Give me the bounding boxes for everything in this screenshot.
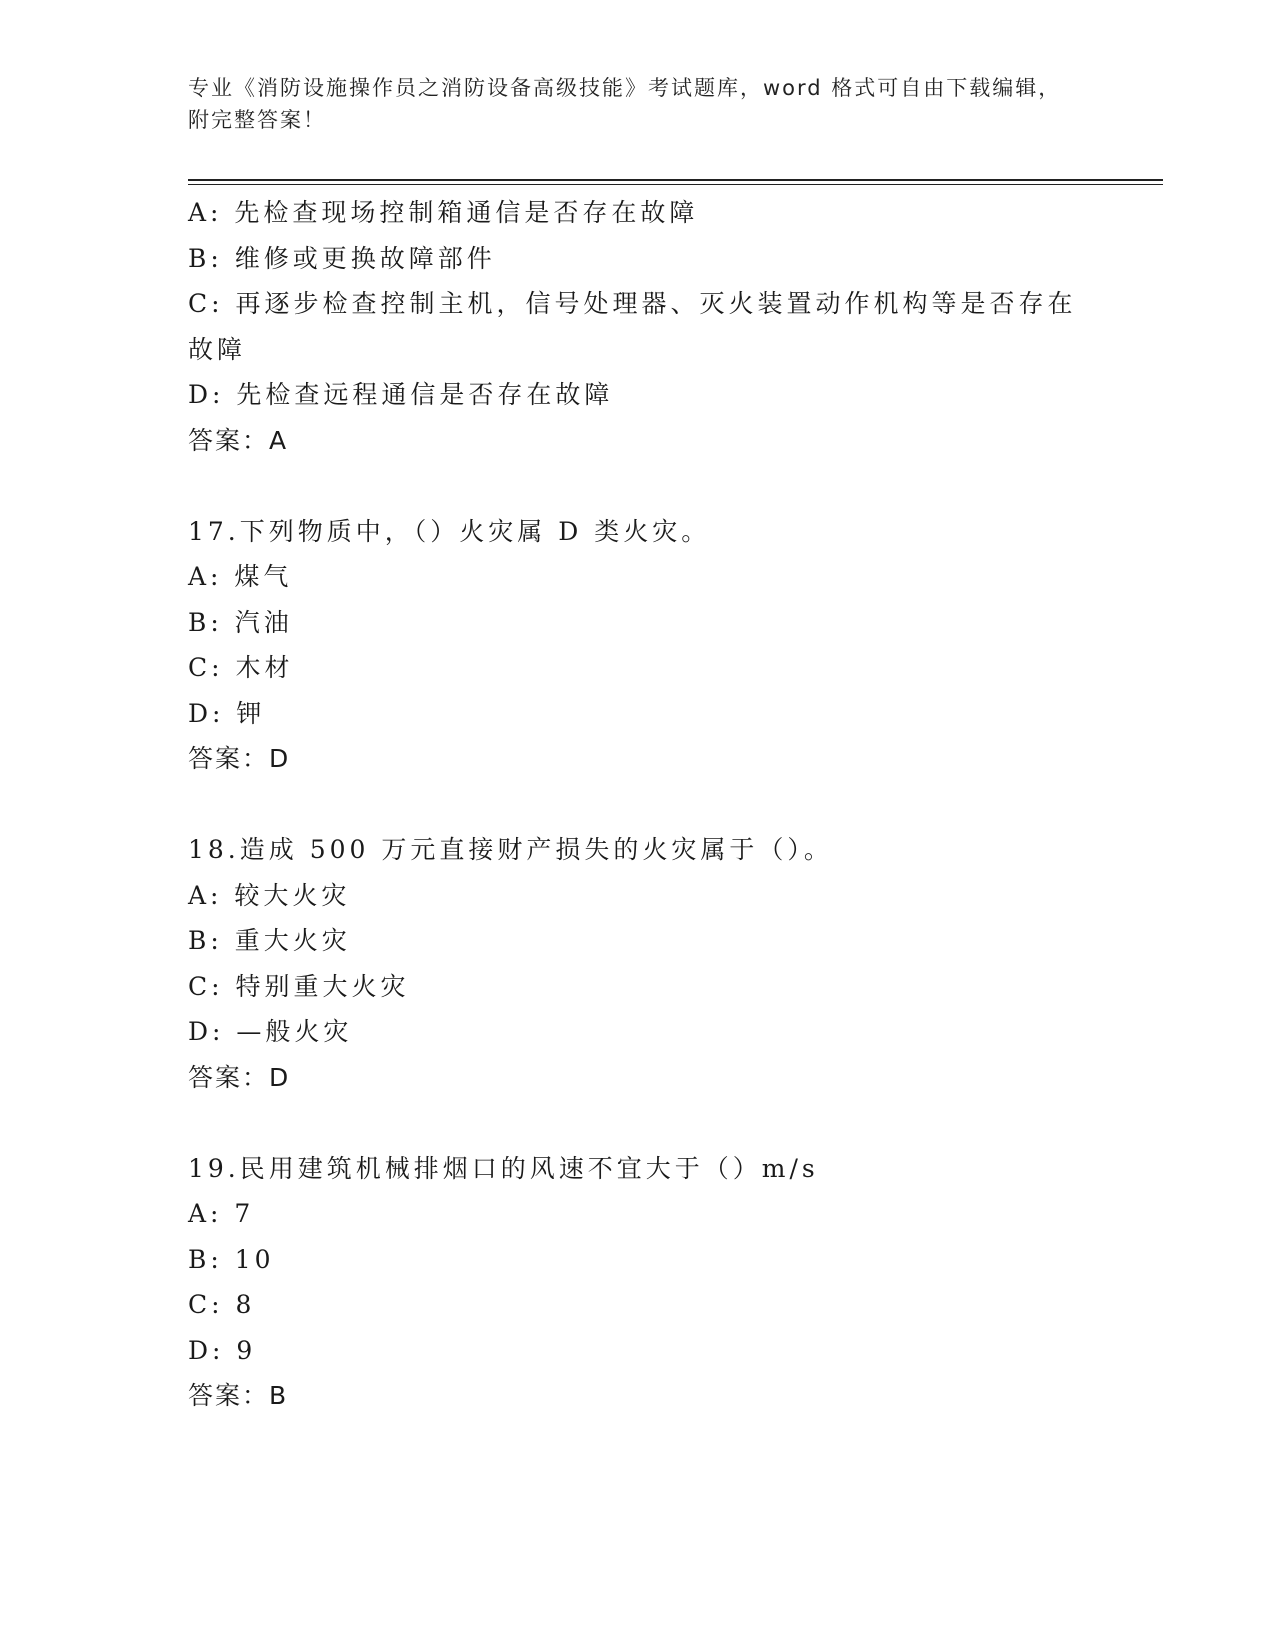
document-intro: 专业《消防设施操作员之消防设备高级技能》考试题库，word 格式可自由下载编辑，附完整答案！ (188, 76, 1062, 132)
option-d: D: 先检查远程通信是否存在故障 (188, 380, 614, 409)
option-c: C: 再逐步检查控制主机，信号处理器、灭火装置动作机构等是否存在 (188, 289, 1077, 318)
answer: 答案：B (188, 1381, 289, 1410)
answer: 答案：D (188, 1062, 291, 1092)
option-b: B: 汽油 (188, 607, 293, 637)
question-block-16 (188, 190, 1088, 463)
option-c: C: 木材 (188, 653, 294, 682)
question-list (188, 190, 1088, 1419)
option-b: B: 10 (188, 1244, 275, 1274)
answer: 答案：A (188, 425, 289, 455)
question-text: 17.下列物质中，（）火灾属 D 类火灾。 (188, 516, 711, 546)
option-d: D: 9 (188, 1335, 257, 1365)
option-b: B: 维修或更换故障部件 (188, 243, 496, 273)
option-a: A: 较大火灾 (188, 880, 351, 910)
option-a: A: 先检查现场控制箱通信是否存在故障 (188, 198, 699, 227)
option-d: D: —般火灾 (188, 1017, 353, 1046)
header-divider (188, 179, 1163, 181)
question-block-19 (188, 1146, 1088, 1419)
answer: 答案：D (188, 744, 291, 773)
option-a: A: 7 (188, 1199, 255, 1228)
option-c: C: 特别重大火灾 (188, 971, 410, 1001)
option-b: B: 重大火灾 (188, 926, 351, 955)
question-block-17 (188, 509, 1088, 782)
question-text: 18.造成 500 万元直接财产损失的火灾属于（）。 (188, 835, 833, 864)
spacer (188, 782, 1088, 828)
option-a: A: 煤气 (188, 562, 293, 591)
option-c: C: 8 (188, 1290, 256, 1319)
spacer (188, 463, 1088, 509)
question-block-18 (188, 827, 1088, 1100)
spacer (188, 1100, 1088, 1146)
question-text: 19.民用建筑机械排烟口的风速不宜大于（）m/s (188, 1153, 819, 1183)
option-d: D: 钾 (188, 698, 266, 728)
option-c-continuation: 故障 (188, 334, 247, 364)
